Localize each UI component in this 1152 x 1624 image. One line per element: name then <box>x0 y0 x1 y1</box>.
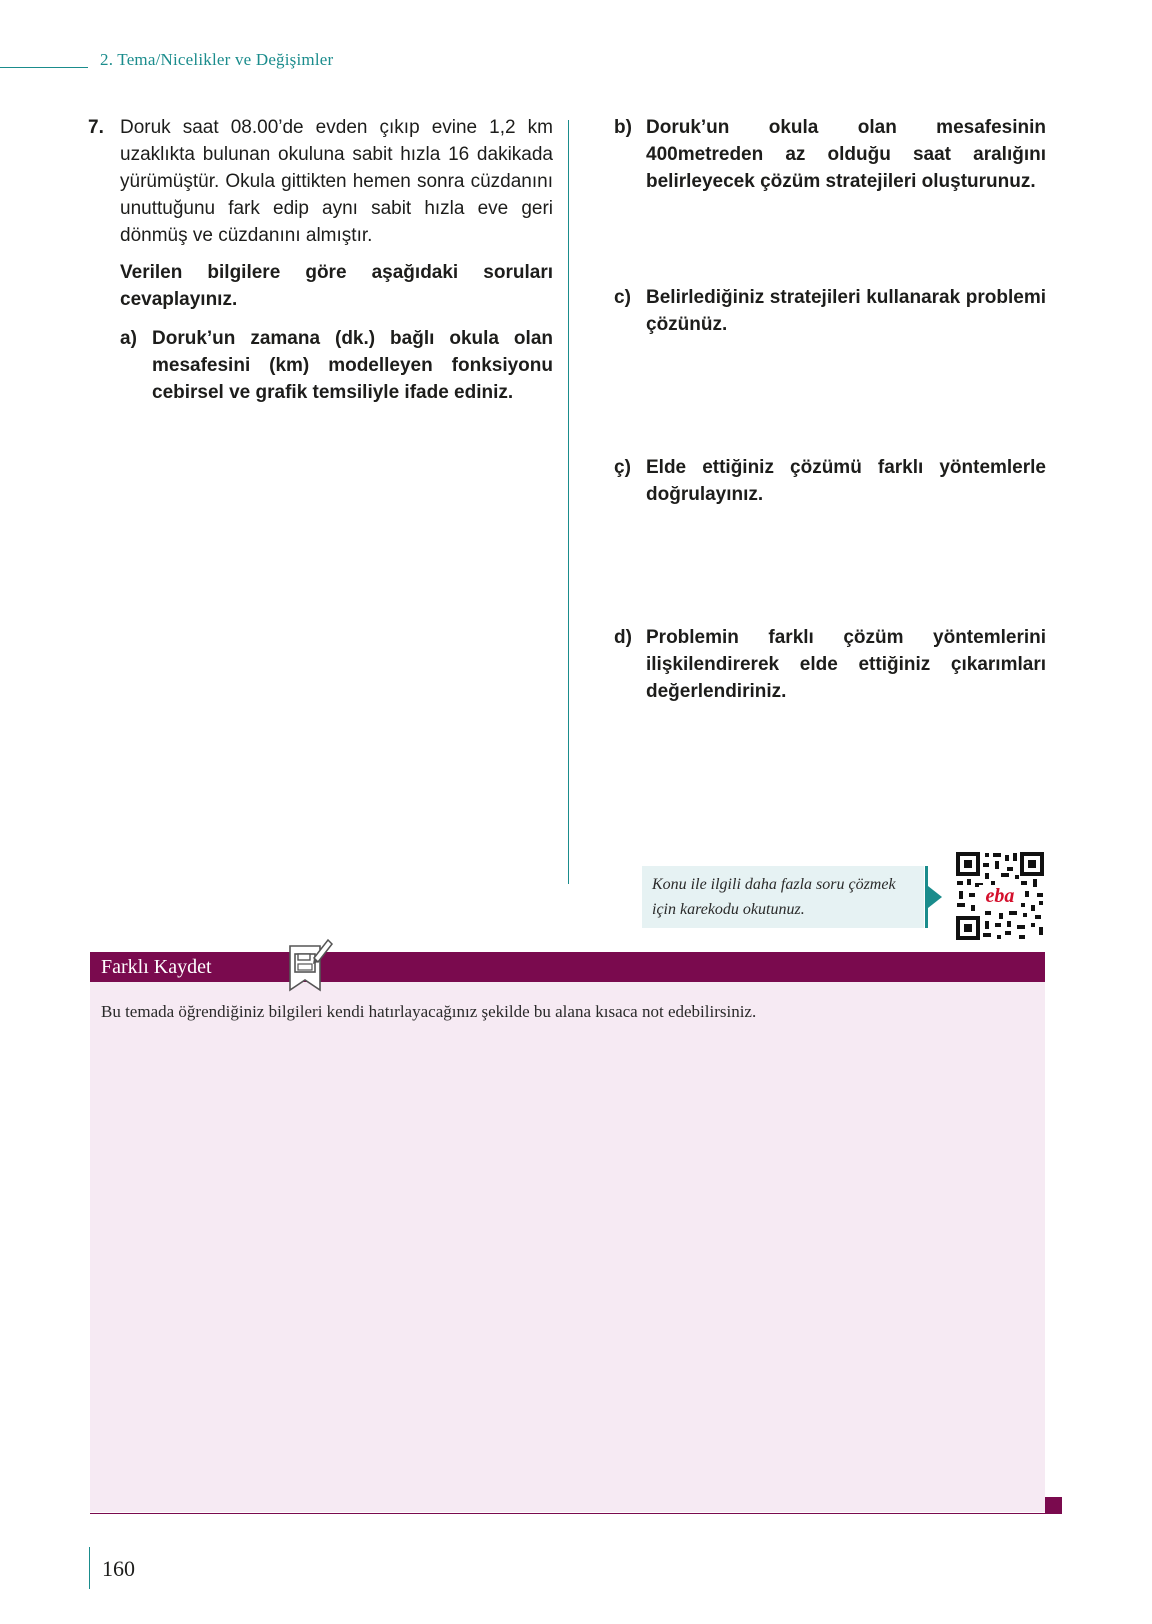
running-head: 2. Tema/Nicelikler ve Değişimler <box>100 50 334 69</box>
part-text: Elde ettiğiniz çözümü farklı yöntemlerle doğrulayınız. <box>646 457 1046 505</box>
column-divider <box>568 120 569 884</box>
left-column <box>88 114 553 406</box>
qr-note: Konu ile ilgili daha fazla soru çözmek için karekodu okutunuz. <box>642 866 924 928</box>
question-number: 7. <box>88 117 104 138</box>
notes-header-bar <box>90 952 1045 982</box>
part-text: Belirlediğiniz stratejileri kullanarak problemi çözünüz. <box>646 287 1046 335</box>
notes-area[interactable] <box>90 952 1045 1512</box>
notes-instruction: Bu temada öğrendiğiniz bilgileri kendi hatırlayacağınız şekilde bu alana kısaca not edebilirsiniz. <box>101 1002 757 1021</box>
qr-code[interactable] <box>955 851 1045 941</box>
part-text: Doruk’un okula olan mesafesinin 400metreden az olduğu saat aralığını belirleyecek çözüm stratejileri oluşturunuz. <box>646 117 1046 192</box>
eba-logo: eba <box>985 885 1015 907</box>
part-text: Doruk’un zamana (dk.) bağlı okula olan mesafesini (km) modelleyen fonksiyonu cebirsel ve grafik temsiliyle ifade ediniz. <box>152 328 553 403</box>
question-instruction: Verilen bilgilere göre aşağıdaki soruları cevaplayınız. <box>120 262 553 310</box>
arrow-right-icon <box>928 886 942 908</box>
question-7 <box>88 114 553 249</box>
part-label: ç) <box>614 457 631 478</box>
part-d <box>614 624 1046 705</box>
page-number: 160 <box>102 1556 135 1581</box>
save-as-icon <box>284 936 334 994</box>
page-number-bar <box>89 1547 90 1589</box>
part-c-cedilla <box>614 454 1046 508</box>
part-b <box>614 114 1046 195</box>
part-label: d) <box>614 627 632 648</box>
part-label: b) <box>614 117 632 138</box>
part-c <box>614 284 1046 338</box>
part-text: Problemin farklı çözüm yöntemlerini ilişkilendirerek elde ettiğiniz çıkarımları değerlendiriniz. <box>646 627 1046 702</box>
part-label: c) <box>614 287 631 308</box>
notes-title: Farklı Kaydet <box>101 956 212 978</box>
notes-bottom-rule <box>90 1513 1045 1514</box>
part-a <box>120 325 553 406</box>
notes-corner-square <box>1045 1497 1062 1514</box>
question-text: Doruk saat 08.00’de evden çıkıp evine 1,2 km uzaklıkta bulunan okuluna sabit hızla 16 dakikada yürümüştür. Okula gittikten hemen sonra cüzdanını unuttuğunu fark edip aynı sabit hızla eve geri dönmüş ve cüzdanını almıştır. <box>120 117 553 246</box>
header-rule <box>0 67 88 68</box>
part-label: a) <box>120 328 137 349</box>
